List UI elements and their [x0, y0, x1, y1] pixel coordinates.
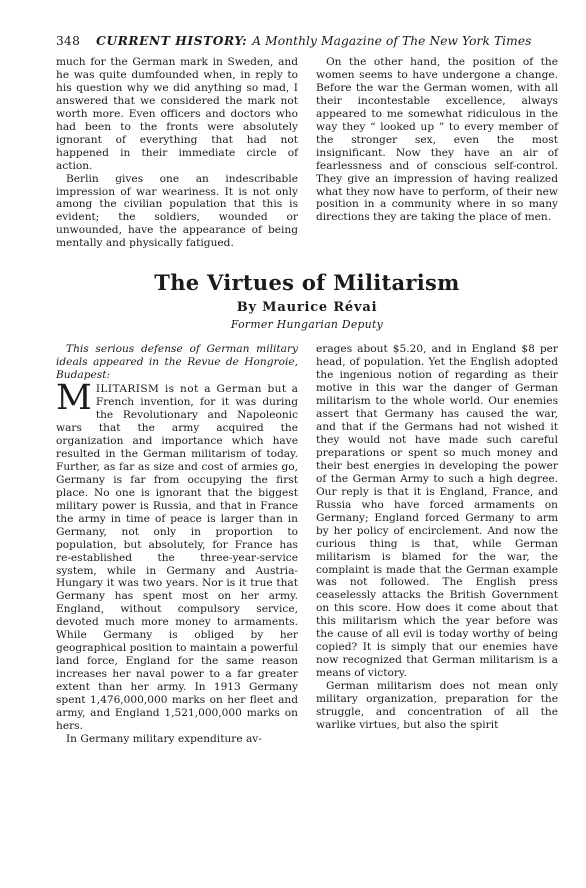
opening-paragraph-block — [56, 378, 298, 733]
article-right-column — [316, 343, 558, 746]
magazine-page — [56, 34, 558, 746]
article-intro-note: This serious defense of German military ideals appeared in the Revue de Hongroie, Budapest: — [56, 343, 298, 382]
opening-paragraph — [56, 378, 298, 733]
previous-article-left-column — [56, 56, 298, 250]
drop-cap: M — [56, 378, 92, 419]
paragraph: much for the German mark in Sweden, and he was quite dumfounded when, in reply to his question why we did anything so mad, I answered that we considered the mark not worth more. Even officers and doctors who had been to the fronts were absolutely ignorant of everything that had not happened in their immediate circle of action. — [56, 56, 298, 172]
paragraph: erages about $5.20, and in England $8 per head, of population. Yet the English adopted the ingenious notion of regarding as their motive in this war the danger of German militarism to the whole world. Our enemies assert that Germany has caused the war, and that if the Germans had not wished it they would not have made such careful preparations or spent so much money and their best energies in developing the power of the German Army to such a high degree. Our reply is that it is England, France, and Russia who have forced armaments on Germany; England forced Germany to arm by her policy of encirclement. And now the curious thing is that, while German militarism is blamed for the war, the complaint is made that the German example was not followed. The English press ceaselessly attacks the British Government on this score. How does it come about that this militarism which the year before was the cause of all evil is today worthy of being copied? It is simply that our enemies have now recognized that German militarism is a means of victory. — [316, 343, 558, 680]
article-body — [56, 343, 558, 746]
paragraph: Berlin gives one an indescribable impression of war weariness. It is not only among the civilian population that this is evident; the soldiers, wounded or unwounded, have the appearance of being mentally and physically fatigued. — [56, 172, 298, 250]
article-left-column — [56, 343, 298, 746]
previous-article-right-column — [316, 56, 558, 250]
publication-title: CURRENT HISTORY: — [96, 34, 248, 48]
previous-article-continuation — [56, 56, 558, 250]
page-number: 348 — [56, 34, 81, 48]
author-title: Former Hungarian Deputy — [230, 318, 384, 332]
paragraph: In Germany military expenditure av- — [66, 732, 262, 745]
article-heading — [56, 270, 558, 331]
article-title: The Virtues of Militarism — [154, 270, 460, 296]
article-byline: By Maurice Révai — [236, 300, 378, 316]
opening-caps: ILITARISM is not a German but — [95, 383, 287, 396]
opening-text: a French invention, for it was during the Revolutionary and Napoleonic wars that the army acquired the organization and importance which have resulted in the German militarism of today. Further, as far as size and cost of armies go, Germany is far from occupying the first place. No one is ignorant that the biggest military power is Russia, and that in France the army in time of peace is larger than in Germany, not only in proportion to population, but absolutely, for France has re-established the three-year-service system, while in Germany and Austria-Hungary it was two years. Nor is it true that Germany has spent most on her army. England, without compulsory service, devoted much more money to armaments. While Germany is obliged by her geographical position to maintain a powerful land force, England for the same reason increases her naval power to a far greater extent than her army. In 1913 Germany spent 1,476,000,000 marks on her fleet and army, and England 1,521,000,000 marks on hers. — [56, 383, 298, 732]
paragraph: On the other hand, the position of the women seems to have undergone a change. Before the war the German women, with all their incontestable excellence, always appeared to me somewhat ridiculous in the way they “ looked up ” to every member of the stronger sex, even the most insignificant. Now they have an air of fearlessness and of conscious self-control. They give an impression of having realized what they now have to perform, of their new position in a community where in so many directions they are taking the place of men. — [316, 56, 558, 224]
paragraph: German militarism does not mean only military organization, preparation for the struggle, and concentration of all the warlike virtues, but also the spirit — [316, 680, 558, 731]
running-header — [56, 34, 558, 48]
publication-subtitle: A Monthly Magazine of The New York Times — [252, 34, 532, 48]
